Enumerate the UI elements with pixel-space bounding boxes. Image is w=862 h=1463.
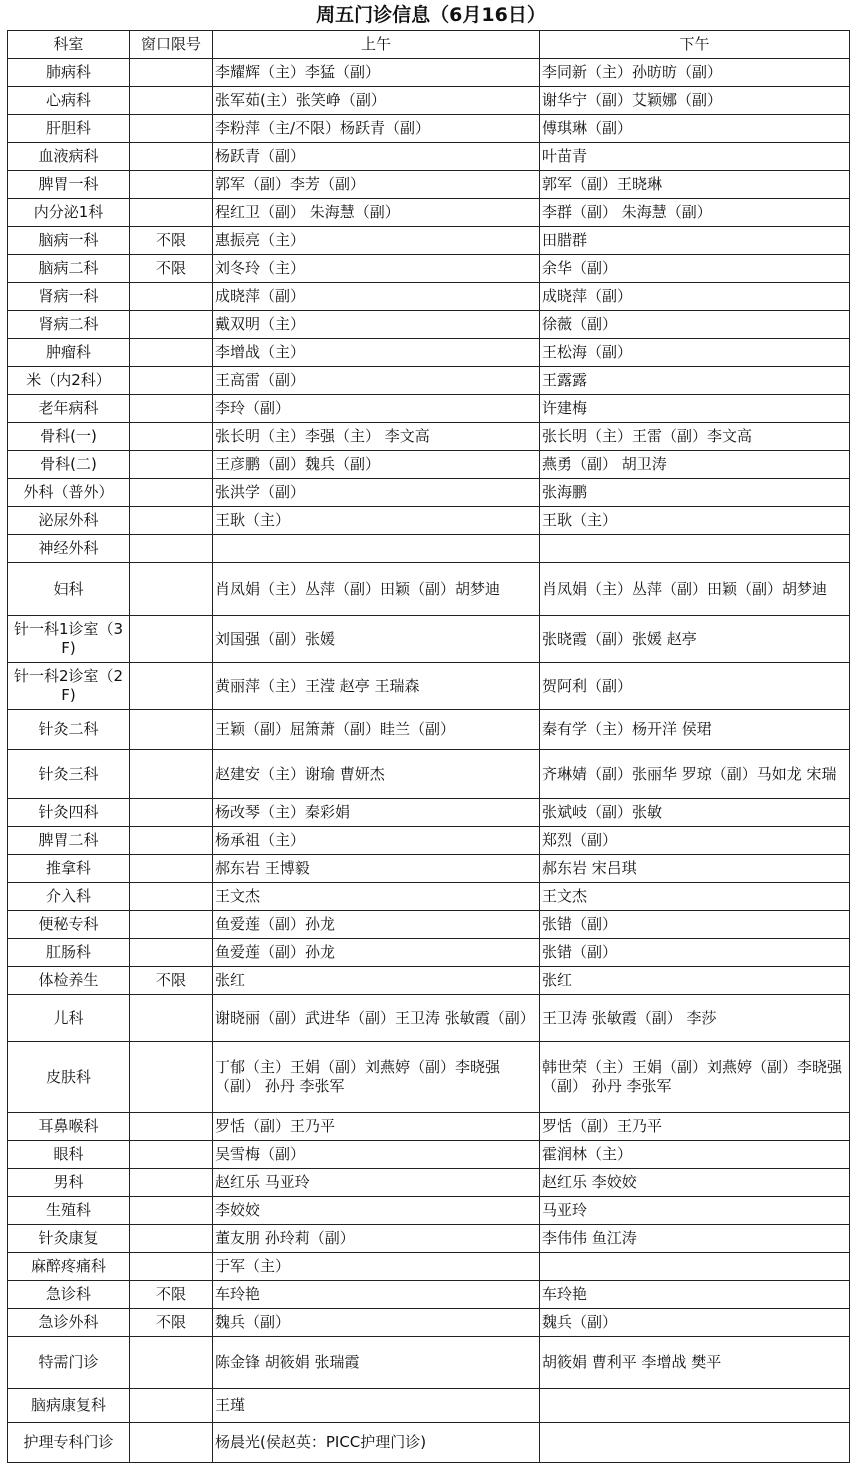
morning-doctors-cell: 王文杰 bbox=[213, 883, 540, 911]
dept-cell: 针一科1诊室（3F) bbox=[8, 616, 130, 663]
dept-cell: 肿瘤科 bbox=[8, 339, 130, 367]
table-row bbox=[8, 1253, 850, 1281]
afternoon-doctors-cell: 王松海（副） bbox=[540, 339, 850, 367]
morning-doctors-cell: 董友朋 孙玲莉（副） bbox=[213, 1225, 540, 1253]
table-row bbox=[8, 1281, 850, 1309]
morning-doctors-cell: 张长明（主）李强（主） 李文高 bbox=[213, 423, 540, 451]
table-row bbox=[8, 1423, 850, 1463]
table-row bbox=[8, 827, 850, 855]
window-limit-cell bbox=[130, 115, 213, 143]
table-row bbox=[8, 367, 850, 395]
window-limit-cell bbox=[130, 1337, 213, 1389]
afternoon-doctors-cell: 李同新（主）孙昉昉（副） bbox=[540, 59, 850, 87]
header-afternoon: 下午 bbox=[540, 31, 850, 59]
morning-doctors-cell: 杨跃青（副） bbox=[213, 143, 540, 171]
header-row bbox=[8, 31, 850, 59]
afternoon-doctors-cell: 马亚玲 bbox=[540, 1197, 850, 1225]
afternoon-doctors-cell: 张红 bbox=[540, 967, 850, 995]
dept-cell: 针灸三科 bbox=[8, 750, 130, 799]
dept-cell: 介入科 bbox=[8, 883, 130, 911]
morning-doctors-cell: 惠振亮（主） bbox=[213, 227, 540, 255]
window-limit-cell bbox=[130, 507, 213, 535]
morning-doctors-cell: 张洪学（副） bbox=[213, 479, 540, 507]
table-row bbox=[8, 479, 850, 507]
morning-doctors-cell bbox=[213, 535, 540, 563]
window-limit-cell bbox=[130, 1253, 213, 1281]
window-limit-cell bbox=[130, 143, 213, 171]
afternoon-doctors-cell: 张晓霞（副）张媛 赵亭 bbox=[540, 616, 850, 663]
window-limit-cell bbox=[130, 995, 213, 1042]
table-row bbox=[8, 311, 850, 339]
window-limit-cell bbox=[130, 663, 213, 710]
morning-doctors-cell: 王高雷（副） bbox=[213, 367, 540, 395]
window-limit-cell bbox=[130, 1197, 213, 1225]
morning-doctors-cell: 杨晨光(侯赵英：PICC护理门诊) bbox=[213, 1423, 540, 1463]
table-row bbox=[8, 750, 850, 799]
afternoon-doctors-cell: 霍润林（主） bbox=[540, 1141, 850, 1169]
afternoon-doctors-cell: 成晓萍（副） bbox=[540, 283, 850, 311]
window-limit-cell bbox=[130, 367, 213, 395]
table-row bbox=[8, 451, 850, 479]
dept-cell: 老年病科 bbox=[8, 395, 130, 423]
window-limit-cell bbox=[130, 710, 213, 750]
table-row bbox=[8, 1225, 850, 1253]
window-limit-cell bbox=[130, 423, 213, 451]
table-row bbox=[8, 995, 850, 1042]
dept-cell: 特需门诊 bbox=[8, 1337, 130, 1389]
window-limit-cell bbox=[130, 283, 213, 311]
dept-cell: 耳鼻喉科 bbox=[8, 1113, 130, 1141]
window-limit-cell bbox=[130, 855, 213, 883]
clinic-schedule-table bbox=[7, 30, 850, 1463]
morning-doctors-cell: 丁郁（主）王娟（副）刘燕婷（副）李晓强（副） 孙丹 李张军 bbox=[213, 1042, 540, 1113]
table-row bbox=[8, 1113, 850, 1141]
window-limit-cell bbox=[130, 339, 213, 367]
morning-doctors-cell: 魏兵（副） bbox=[213, 1309, 540, 1337]
table-row bbox=[8, 1169, 850, 1197]
table-row bbox=[8, 967, 850, 995]
dept-cell: 针灸二科 bbox=[8, 710, 130, 750]
morning-doctors-cell: 李增战（主） bbox=[213, 339, 540, 367]
morning-doctors-cell: 李玲（副） bbox=[213, 395, 540, 423]
dept-cell: 外科（普外） bbox=[8, 479, 130, 507]
dept-cell: 米（内2科） bbox=[8, 367, 130, 395]
dept-cell: 脑病康复科 bbox=[8, 1389, 130, 1423]
table-row bbox=[8, 255, 850, 283]
morning-doctors-cell: 郝东岩 王博毅 bbox=[213, 855, 540, 883]
afternoon-doctors-cell: 张长明（主）王雷（副）李文高 bbox=[540, 423, 850, 451]
table-row bbox=[8, 115, 850, 143]
afternoon-doctors-cell: 许建梅 bbox=[540, 395, 850, 423]
morning-doctors-cell: 王颖（副）屈箫萧（副）眭兰（副） bbox=[213, 710, 540, 750]
afternoon-doctors-cell: 郭军（副）王晓琳 bbox=[540, 171, 850, 199]
window-limit-cell bbox=[130, 827, 213, 855]
dept-cell: 急诊科 bbox=[8, 1281, 130, 1309]
table-row bbox=[8, 616, 850, 663]
afternoon-doctors-cell: 李伟伟 鱼江涛 bbox=[540, 1225, 850, 1253]
morning-doctors-cell: 黄丽萍（主）王滢 赵亭 王瑞森 bbox=[213, 663, 540, 710]
afternoon-doctors-cell: 傅琪琳（副） bbox=[540, 115, 850, 143]
table-row bbox=[8, 883, 850, 911]
dept-cell: 针灸康复 bbox=[8, 1225, 130, 1253]
morning-doctors-cell: 罗恬（副）王乃平 bbox=[213, 1113, 540, 1141]
dept-cell: 麻醉疼痛科 bbox=[8, 1253, 130, 1281]
dept-cell: 眼科 bbox=[8, 1141, 130, 1169]
table-row bbox=[8, 1337, 850, 1389]
table-row bbox=[8, 227, 850, 255]
morning-doctors-cell: 王彦鹏（副）魏兵（副） bbox=[213, 451, 540, 479]
dept-cell: 妇科 bbox=[8, 563, 130, 616]
dept-cell: 脾胃一科 bbox=[8, 171, 130, 199]
afternoon-doctors-cell: 叶苗青 bbox=[540, 143, 850, 171]
morning-doctors-cell: 戴双明（主） bbox=[213, 311, 540, 339]
morning-doctors-cell: 刘冬玲（主） bbox=[213, 255, 540, 283]
window-limit-cell bbox=[130, 1169, 213, 1197]
window-limit-cell bbox=[130, 87, 213, 115]
afternoon-doctors-cell: 张错（副） bbox=[540, 911, 850, 939]
table-row bbox=[8, 663, 850, 710]
afternoon-doctors-cell: 张海鹏 bbox=[540, 479, 850, 507]
window-limit-cell: 不限 bbox=[130, 227, 213, 255]
table-row bbox=[8, 1389, 850, 1423]
morning-doctors-cell: 肖凤娟（主）丛萍（副）田颖（副）胡梦迪 bbox=[213, 563, 540, 616]
afternoon-doctors-cell: 郑烈（副） bbox=[540, 827, 850, 855]
page-title: 周五门诊信息（6月16日） bbox=[316, 4, 546, 26]
morning-doctors-cell: 陈金锋 胡筱娟 张瑞霞 bbox=[213, 1337, 540, 1389]
afternoon-doctors-cell bbox=[540, 1423, 850, 1463]
dept-cell: 肾病二科 bbox=[8, 311, 130, 339]
morning-doctors-cell: 王耿（主） bbox=[213, 507, 540, 535]
dept-cell: 脾胃二科 bbox=[8, 827, 130, 855]
morning-doctors-cell: 李姣姣 bbox=[213, 1197, 540, 1225]
morning-doctors-cell: 于军（主） bbox=[213, 1253, 540, 1281]
table-row bbox=[8, 143, 850, 171]
afternoon-doctors-cell: 罗恬（副）王乃平 bbox=[540, 1113, 850, 1141]
morning-doctors-cell: 吴雪梅（副） bbox=[213, 1141, 540, 1169]
dept-cell: 肺病科 bbox=[8, 59, 130, 87]
morning-doctors-cell: 张红 bbox=[213, 967, 540, 995]
morning-doctors-cell: 赵建安（主）谢瑜 曹妍杰 bbox=[213, 750, 540, 799]
table-row bbox=[8, 339, 850, 367]
afternoon-doctors-cell: 徐薇（副） bbox=[540, 311, 850, 339]
morning-doctors-cell: 成晓萍（副） bbox=[213, 283, 540, 311]
table-row bbox=[8, 1042, 850, 1113]
morning-doctors-cell: 杨改琴（主）秦彩娟 bbox=[213, 799, 540, 827]
morning-doctors-cell: 郭军（副）李芳（副） bbox=[213, 171, 540, 199]
table-row bbox=[8, 87, 850, 115]
window-limit-cell bbox=[130, 750, 213, 799]
afternoon-doctors-cell: 肖凤娟（主）丛萍（副）田颖（副）胡梦迪 bbox=[540, 563, 850, 616]
afternoon-doctors-cell: 王耿（主） bbox=[540, 507, 850, 535]
afternoon-doctors-cell bbox=[540, 1389, 850, 1423]
afternoon-doctors-cell: 秦有学（主）杨开洋 侯珺 bbox=[540, 710, 850, 750]
afternoon-doctors-cell: 李群（副） 朱海慧（副） bbox=[540, 199, 850, 227]
dept-cell: 骨科(二) bbox=[8, 451, 130, 479]
table-row bbox=[8, 799, 850, 827]
window-limit-cell bbox=[130, 1042, 213, 1113]
dept-cell: 男科 bbox=[8, 1169, 130, 1197]
dept-cell: 脑病一科 bbox=[8, 227, 130, 255]
dept-cell: 针一科2诊室（2F) bbox=[8, 663, 130, 710]
afternoon-doctors-cell: 王卫涛 张敏霞（副） 李莎 bbox=[540, 995, 850, 1042]
table-row bbox=[8, 171, 850, 199]
window-limit-cell bbox=[130, 1389, 213, 1423]
morning-doctors-cell: 鱼爱莲（副）孙龙 bbox=[213, 939, 540, 967]
morning-doctors-cell: 程红卫（副） 朱海慧（副） bbox=[213, 199, 540, 227]
table-row bbox=[8, 1309, 850, 1337]
window-limit-cell bbox=[130, 939, 213, 967]
dept-cell: 便秘专科 bbox=[8, 911, 130, 939]
afternoon-doctors-cell: 车玲艳 bbox=[540, 1281, 850, 1309]
afternoon-doctors-cell: 谢华宁（副）艾颖娜（副） bbox=[540, 87, 850, 115]
afternoon-doctors-cell: 王文杰 bbox=[540, 883, 850, 911]
dept-cell: 肾病一科 bbox=[8, 283, 130, 311]
table-row bbox=[8, 199, 850, 227]
dept-cell: 血液病科 bbox=[8, 143, 130, 171]
window-limit-cell: 不限 bbox=[130, 1309, 213, 1337]
table-row bbox=[8, 395, 850, 423]
afternoon-doctors-cell: 贺阿利（副） bbox=[540, 663, 850, 710]
table-row bbox=[8, 1141, 850, 1169]
window-limit-cell bbox=[130, 479, 213, 507]
dept-cell: 皮肤科 bbox=[8, 1042, 130, 1113]
afternoon-doctors-cell: 王露露 bbox=[540, 367, 850, 395]
morning-doctors-cell: 谢晓丽（副）武进华（副）王卫涛 张敏霞（副） bbox=[213, 995, 540, 1042]
morning-doctors-cell: 鱼爱莲（副）孙龙 bbox=[213, 911, 540, 939]
morning-doctors-cell: 赵红乐 马亚玲 bbox=[213, 1169, 540, 1197]
window-limit-cell bbox=[130, 451, 213, 479]
afternoon-doctors-cell: 张错（副） bbox=[540, 939, 850, 967]
dept-cell: 肝胆科 bbox=[8, 115, 130, 143]
afternoon-doctors-cell bbox=[540, 535, 850, 563]
header-morning: 上午 bbox=[213, 31, 540, 59]
header-dept: 科室 bbox=[8, 31, 130, 59]
window-limit-cell bbox=[130, 199, 213, 227]
dept-cell: 急诊外科 bbox=[8, 1309, 130, 1337]
morning-doctors-cell: 车玲艳 bbox=[213, 1281, 540, 1309]
table-row bbox=[8, 59, 850, 87]
window-limit-cell bbox=[130, 1113, 213, 1141]
table-row bbox=[8, 507, 850, 535]
table-row bbox=[8, 1197, 850, 1225]
afternoon-doctors-cell: 胡筱娟 曹利平 李增战 樊平 bbox=[540, 1337, 850, 1389]
window-limit-cell bbox=[130, 535, 213, 563]
dept-cell: 生殖科 bbox=[8, 1197, 130, 1225]
header-window-limit: 窗口限号 bbox=[130, 31, 213, 59]
dept-cell: 泌尿外科 bbox=[8, 507, 130, 535]
dept-cell: 内分泌1科 bbox=[8, 199, 130, 227]
afternoon-doctors-cell: 魏兵（副） bbox=[540, 1309, 850, 1337]
table-row bbox=[8, 535, 850, 563]
afternoon-doctors-cell: 田腊群 bbox=[540, 227, 850, 255]
morning-doctors-cell: 李耀辉（主）李猛（副） bbox=[213, 59, 540, 87]
table-row bbox=[8, 911, 850, 939]
morning-doctors-cell: 杨承祖（主） bbox=[213, 827, 540, 855]
dept-cell: 体检养生 bbox=[8, 967, 130, 995]
table-row bbox=[8, 855, 850, 883]
afternoon-doctors-cell: 赵红乐 李姣姣 bbox=[540, 1169, 850, 1197]
dept-cell: 儿科 bbox=[8, 995, 130, 1042]
afternoon-doctors-cell: 张斌岐（副）张敏 bbox=[540, 799, 850, 827]
window-limit-cell bbox=[130, 1225, 213, 1253]
afternoon-doctors-cell bbox=[540, 1253, 850, 1281]
window-limit-cell: 不限 bbox=[130, 1281, 213, 1309]
dept-cell: 心病科 bbox=[8, 87, 130, 115]
window-limit-cell bbox=[130, 59, 213, 87]
window-limit-cell bbox=[130, 1141, 213, 1169]
window-limit-cell bbox=[130, 883, 213, 911]
window-limit-cell bbox=[130, 171, 213, 199]
morning-doctors-cell: 张军茹(主）张笑峥（副） bbox=[213, 87, 540, 115]
dept-cell: 神经外科 bbox=[8, 535, 130, 563]
dept-cell: 脑病二科 bbox=[8, 255, 130, 283]
dept-cell: 骨科(一) bbox=[8, 423, 130, 451]
window-limit-cell bbox=[130, 395, 213, 423]
morning-doctors-cell: 王瑾 bbox=[213, 1389, 540, 1423]
afternoon-doctors-cell: 燕勇（副） 胡卫涛 bbox=[540, 451, 850, 479]
window-limit-cell: 不限 bbox=[130, 255, 213, 283]
afternoon-doctors-cell: 齐琳婧（副）张丽华 罗琼（副）马如龙 宋瑞 bbox=[540, 750, 850, 799]
table-row bbox=[8, 283, 850, 311]
dept-cell: 针灸四科 bbox=[8, 799, 130, 827]
table-row bbox=[8, 423, 850, 451]
dept-cell: 推拿科 bbox=[8, 855, 130, 883]
window-limit-cell bbox=[130, 1423, 213, 1463]
window-limit-cell: 不限 bbox=[130, 967, 213, 995]
window-limit-cell bbox=[130, 799, 213, 827]
table-row bbox=[8, 710, 850, 750]
afternoon-doctors-cell: 郝东岩 宋吕琪 bbox=[540, 855, 850, 883]
morning-doctors-cell: 刘国强（副）张媛 bbox=[213, 616, 540, 663]
afternoon-doctors-cell: 韩世荣（主）王娟（副）刘燕婷（副）李晓强（副） 孙丹 李张军 bbox=[540, 1042, 850, 1113]
dept-cell: 护理专科门诊 bbox=[8, 1423, 130, 1463]
window-limit-cell bbox=[130, 563, 213, 616]
table-row bbox=[8, 939, 850, 967]
window-limit-cell bbox=[130, 311, 213, 339]
table-row bbox=[8, 563, 850, 616]
window-limit-cell bbox=[130, 616, 213, 663]
window-limit-cell bbox=[130, 911, 213, 939]
dept-cell: 肛肠科 bbox=[8, 939, 130, 967]
afternoon-doctors-cell: 余华（副） bbox=[540, 255, 850, 283]
morning-doctors-cell: 李粉萍（主/不限）杨跃青（副） bbox=[213, 115, 540, 143]
